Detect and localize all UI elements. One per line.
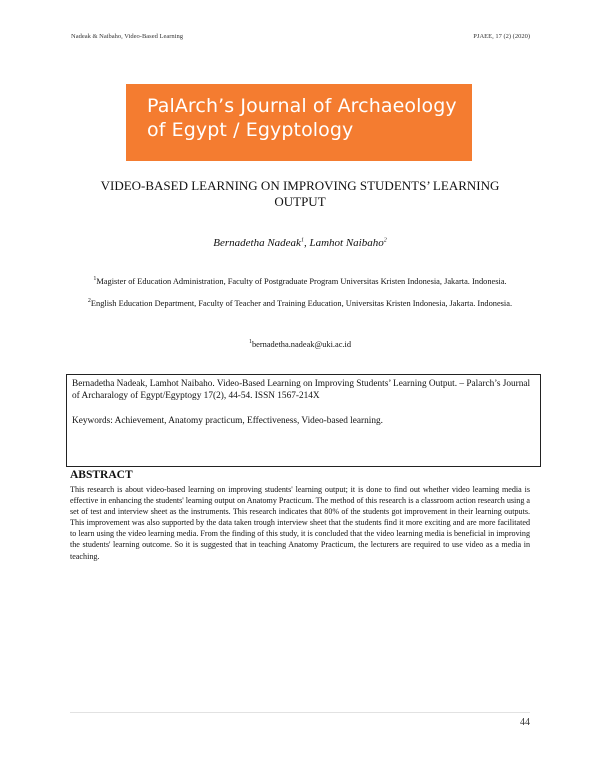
author-1: Bernadetha Nadeak bbox=[213, 237, 301, 249]
page-number: 44 bbox=[520, 717, 530, 728]
paper-title: VIDEO-BASED LEARNING ON IMPROVING STUDENTS’ LEARNING OUTPUT bbox=[100, 178, 500, 209]
author-1-sup: 1 bbox=[300, 237, 304, 244]
footer-divider bbox=[70, 712, 530, 713]
journal-banner bbox=[126, 84, 472, 161]
email-address: bernadetha.nadeak@uki.ac.id bbox=[251, 340, 352, 349]
affiliation-1-text: Magister of Education Administration, Faculty of Postgraduate Program Universitas Kristen Indonesia, Jakarta. Indonesia. bbox=[96, 277, 507, 286]
affiliation-2 bbox=[70, 298, 530, 309]
abstract-body: This research is about video-based learning on improving students' learning output; it is done to find out whether video learning media is effective in enhancing the students' learning output on Anatomy Practicum. The method of this research is a classroom action research using a set of test and interview sheet as the instruments. This research indicates that 80% of the students got improvement in their learning outputs. This improvement was also supported by the data taken trough interview sheet that the students find it more exciting and are more facilitated to learn using the video learning media. From the finding of this study, it is concluded that the video learning media is beneficial in improving the students' learning outcome. So it is suggested that in teaching Anatomy Practicum, the lecturers are required to use video as a media in teaching. bbox=[70, 485, 530, 561]
author-separator: , bbox=[303, 237, 310, 249]
affiliation-1 bbox=[70, 276, 530, 287]
citation-box bbox=[66, 374, 541, 467]
affiliation-1-sup: 1 bbox=[93, 276, 97, 283]
running-header-journal: PJAEE, 17 (2) (2020) bbox=[473, 33, 530, 40]
author-2-sup: 2 bbox=[383, 237, 387, 244]
keywords: Keywords: Achievement, Anatomy practicum, Effectiveness, Video-based learning. bbox=[72, 416, 383, 426]
journal-banner-line2: of Egypt / Egyptology bbox=[147, 119, 354, 141]
author-email bbox=[0, 340, 600, 349]
author-line bbox=[0, 237, 600, 249]
affiliation-2-text: English Education Department, Faculty of Teacher and Training Education, Universitas Kristen Indonesia, Jakarta. Indonesia. bbox=[90, 299, 513, 308]
author-2: Lamhot Naibaho bbox=[309, 237, 384, 249]
running-header-authors: Nadeak & Naibaho, Video-Based Learning bbox=[71, 33, 183, 40]
citation-text: Bernadetha Nadeak, Lamhot Naibaho. Video-Based Learning on Improving Students’ Learning Output. – Palarch’s Journal of Archaralogy of Egypt/Egyptogy 17(2), 44-54. ISSN 1567-214X bbox=[72, 379, 531, 401]
journal-banner-line1: PalArch’s Journal of Archaeology bbox=[147, 95, 457, 117]
abstract-heading: ABSTRACT bbox=[70, 469, 133, 481]
affiliation-2-sup: 2 bbox=[87, 298, 91, 305]
email-sup: 1 bbox=[248, 339, 252, 346]
